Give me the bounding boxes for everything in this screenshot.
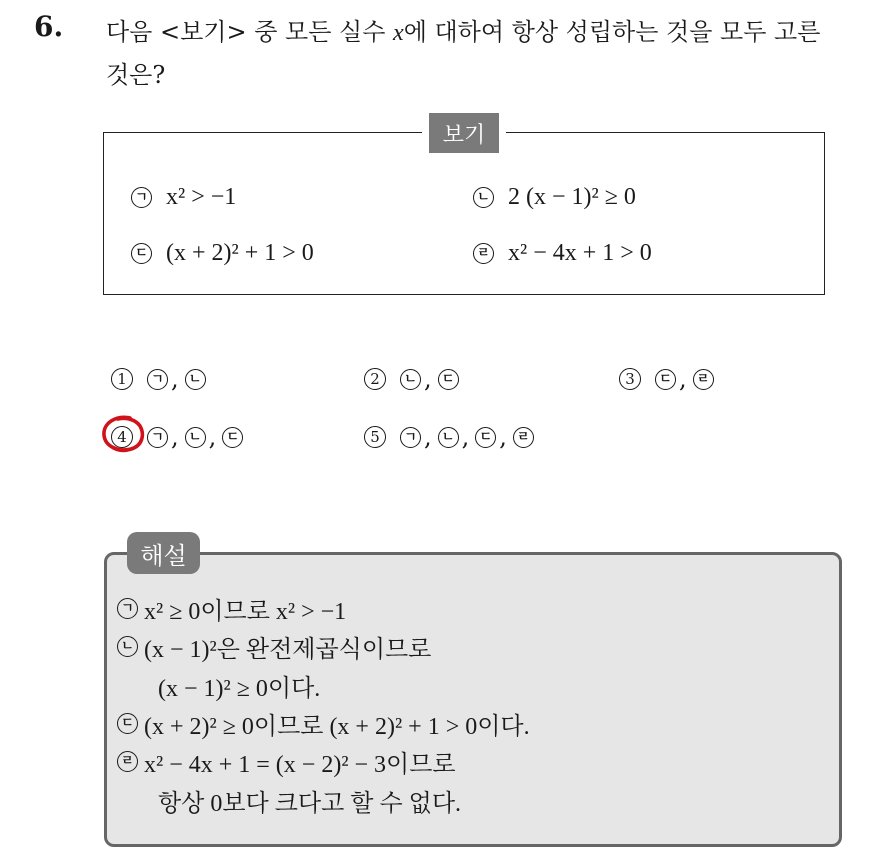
choice-5[interactable]: 5 ㄱ , ㄴ , ㄷ , ㄹ [364, 423, 536, 451]
circled-marker: ㄱ [147, 369, 168, 390]
solution-text: x² − 4x + 1 = (x − 2)² − 3이므로 [144, 752, 456, 778]
circled-marker: ㄷ [475, 427, 496, 448]
question-text-pre: 다음 <보기> 중 모든 실수 [106, 18, 394, 46]
circled-marker: ㄷ [117, 713, 138, 734]
solution-line [158, 783, 461, 818]
circled-marker: ㄱ [117, 598, 138, 619]
bogi-item-2 [473, 184, 636, 211]
circled-marker: ㄷ [131, 243, 152, 264]
circled-marker: ㄴ [185, 427, 206, 448]
answer-selection-mark [100, 414, 146, 454]
circled-marker: ㄷ [438, 369, 459, 390]
question-variable: x [393, 20, 404, 46]
circled-marker: ㄴ [117, 636, 138, 657]
question-text-line2: 것은? [106, 61, 166, 89]
solution-line [117, 591, 346, 626]
bogi-item-math: 2 (x − 1)² ≥ 0 [508, 184, 636, 210]
bogi-label: 보기 [429, 113, 499, 153]
choice-number: 1 [111, 368, 133, 390]
solution-text: 항상 0보다 크다고 할 수 없다. [158, 791, 462, 817]
circled-marker: ㄱ [400, 427, 421, 448]
circled-marker: ㄷ [222, 427, 243, 448]
choice-number: 5 [364, 426, 386, 448]
choice-1[interactable]: 1 ㄱ , ㄴ [111, 365, 208, 393]
solution-line [117, 706, 530, 741]
circled-marker: ㄱ [131, 187, 152, 208]
solution-text: x² ≥ 0이므로 x² > −1 [144, 599, 347, 625]
bogi-box [103, 132, 825, 295]
circled-marker: ㄷ [655, 369, 676, 390]
bogi-item-4 [473, 240, 652, 267]
choice-4[interactable]: 4 ㄱ , ㄴ , ㄷ [111, 423, 245, 451]
choice-number: 2 [364, 368, 386, 390]
question-text-line1 [106, 12, 820, 47]
question-number: 6. [34, 10, 64, 43]
choice-3[interactable]: 3 ㄷ , ㄹ [619, 365, 716, 393]
circled-marker: ㄴ [400, 369, 421, 390]
solution-text: (x + 2)² ≥ 0이므로 (x + 2)² + 1 > 0이다. [144, 714, 530, 740]
circled-marker: ㄹ [117, 751, 138, 772]
solution-line [117, 629, 431, 664]
circled-marker: ㄹ [693, 369, 714, 390]
circled-marker: ㄴ [185, 369, 206, 390]
circled-marker: ㄴ [473, 187, 494, 208]
choice-2[interactable]: 2 ㄴ , ㄷ [364, 365, 461, 393]
solution-text: (x − 1)²은 완전제곱식이므로 [144, 637, 432, 663]
bogi-item-math: x² > −1 [166, 184, 237, 210]
solution-line [117, 744, 456, 779]
bogi-item-3 [131, 240, 314, 267]
circled-marker: ㄱ [147, 427, 168, 448]
bogi-item-1 [131, 184, 236, 211]
circled-marker: ㄹ [473, 243, 494, 264]
bogi-item-math: (x + 2)² + 1 > 0 [166, 240, 314, 266]
choice-number: 4 [111, 426, 133, 448]
solution-label: 해설 [127, 532, 200, 574]
solution-line [158, 668, 320, 703]
circled-marker: ㄹ [513, 427, 534, 448]
choice-number: 3 [619, 368, 641, 390]
question-text-post: 에 대하여 항상 성립하는 것을 모두 고른 [403, 18, 821, 46]
bogi-item-math: x² − 4x + 1 > 0 [508, 240, 652, 266]
solution-text: (x − 1)² ≥ 0이다. [158, 676, 321, 702]
circled-marker: ㄴ [438, 427, 459, 448]
